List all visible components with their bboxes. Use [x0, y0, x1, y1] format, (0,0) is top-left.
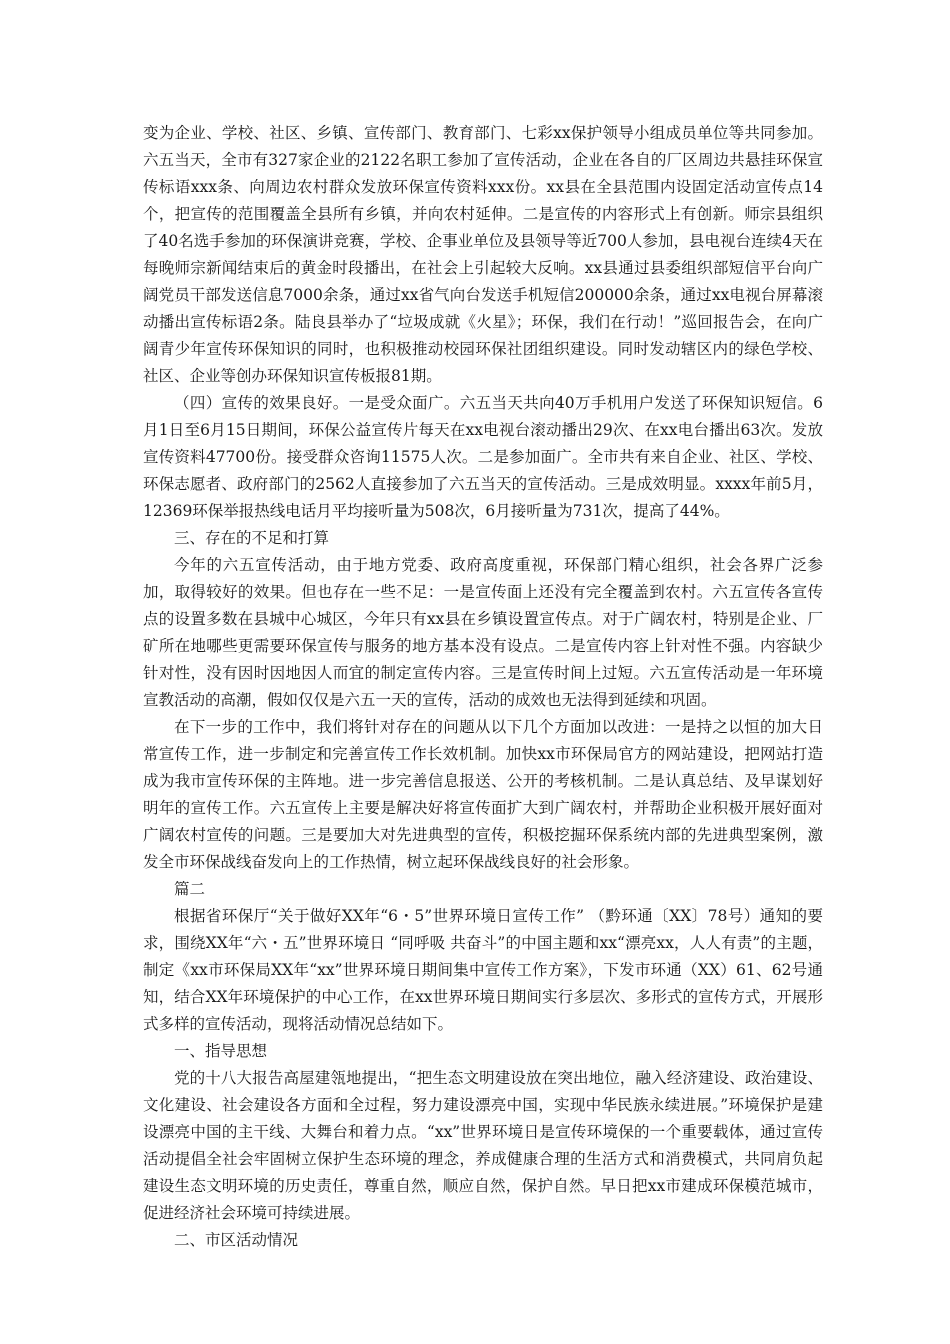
paragraph-effects: （四）宣传的效果良好。一是受众面广。六五当天共向40万手机用户发送了环保知识短信。6月1日至6月15日期间，环保公益宣传片每天在xx电视台滚动播出29次、在xx电台播出63次。发放宣传资料47700份。接受群众咨询11575人次。二是参加面广。全市共有来自企业、社区、学校、环保志愿者、政府部门的2562人直接参加了六五当天的宣传活动。三是成效明显。xxxx年前5月，12369环保举报热线电话月平均接听量为508次，6月接听量为731次，提高了44%。: [143, 394, 823, 520]
paragraph-next-steps: 在下一步的工作中，我们将针对存在的问题从以下几个方面加以改进：一是持之以恒的加大日常宣传工作，进一步制定和完善宣传工作长效机制。加快xx市环保局官方的网站建设，把网站打造成为我市宣传环保的主阵地。进一步完善信息报送、公开的考核机制。二是认真总结、及早谋划好明年的宣传工作。六五宣传上主要是解决好将宣传面扩大到广阔农村，并帮助企业积极开展好面对广阔农村宣传的问题。三是要加大对先进典型的宣传，积极挖掘环保系统内部的先进典型案例，激发全市环保战线奋发向上的工作热情，树立起环保战线良好的社会形象。: [143, 718, 823, 871]
document-page: [143, 120, 823, 1254]
section-heading-city-activities: 二、市区活动情况: [174, 1231, 299, 1249]
paragraph-shortcomings: 今年的六五宣传活动，由于地方党委、政府高度重视，环保部门精心组织，社会各界广泛参加，取得较好的效果。但也存在一些不足：一是宣传面上还没有完全覆盖到农村。六五宣传各宣传点的设置多数在县城中心城区，今年只有xx县在乡镇设置宣传点。对于广阔农村，特别是企业、厂矿所在地哪些更需要环保宣传与服务的地方基本没有设点。二是宣传内容上针对性不强。内容缺少针对性，没有因时因地因人而宜的制定宣传内容。三是宣传时间上过短。六五宣传活动是一年环境宣教活动的高潮，假如仅仅是六五一天的宣传，活动的成效也无法得到延续和巩固。: [143, 556, 823, 709]
paragraph-continuation: 变为企业、学校、社区、乡镇、宣传部门、教育部门、七彩xx保护领导小组成员单位等共同参加。六五当天，全市有327家企业的2122名职工参加了宣传活动，企业在各自的厂区周边共悬挂环保宣传标语xxx条、向周边农村群众发放环保宣传资料xxx份。xx县在全县范围内设固定活动宣传点14个，把宣传的范围覆盖全县所有乡镇，并向农村延伸。二是宣传的内容形式上有创新。师宗县组织了40名选手参加的环保演讲竞赛，学校、企事业单位及县领导等近700人参加，县电视台连续4天在每晚师宗新闻结束后的黄金时段播出，在社会上引起较大反响。xx县通过县委组织部短信平台向广阔党员干部发送信息7000余条，通过xx省气向台发送手机短信200000余条，通过xx电视台屏幕滚动播出宣传标语2条。陆良县举办了“垃圾成就《火星》；环保，我们在行动！”巡回报告会，在向广阔青少年宣传环保知识的同时，也积极推动校园环保社团组织建设。同时发动辖区内的绿色学校、社区、企业等创办环保知识宣传板报81期。: [143, 124, 823, 385]
section-heading-shortcomings: 三、存在的不足和打算: [174, 529, 330, 547]
section-heading-guiding-thought: 一、指导思想: [174, 1042, 268, 1060]
paragraph-part-two-intro: 根据省环保厅“关于做好XX年“6・5”世界环境日宣传工作” （黔环通〔XX〕78号）通知的要求，围绕XX年“六・五”世界环境日 “同呼吸 共奋斗”的中国主题和xx“漂亮xx，人人有责”的主题，制定《xx市环保局XX年“xx”世界环境日期间集中宣传工作方案》，下发市环通（XX）61、62号通知，结合XX年环境保护的中心工作，在xx世界环境日期间实行多层次、多形式的宣传方式，开展形式多样的宣传活动，现将活动情况总结如下。: [143, 907, 823, 1033]
paragraph-guiding-thought: 党的十八大报告高屋建瓴地提出，“把生态文明建设放在突出地位，融入经济建设、政治建设、文化建设、社会建设各方面和全过程，努力建设漂亮中国，实现中华民族永续进展。”环境保护是建设漂亮中国的主干线、大舞台和着力点。“xx”世界环境日是宣传环境保的一个重要载体，通过宣传活动提倡全社会牢固树立保护生态环境的理念，养成健康合理的生活方式和消费模式，共同肩负起建设生态文明环境的历史责任，尊重自然，顺应自然，保护自然。早日把xx市建成环保模范城市，促进经济社会环境可持续进展。: [143, 1069, 823, 1222]
section-heading-part-two: 篇二: [174, 880, 206, 898]
